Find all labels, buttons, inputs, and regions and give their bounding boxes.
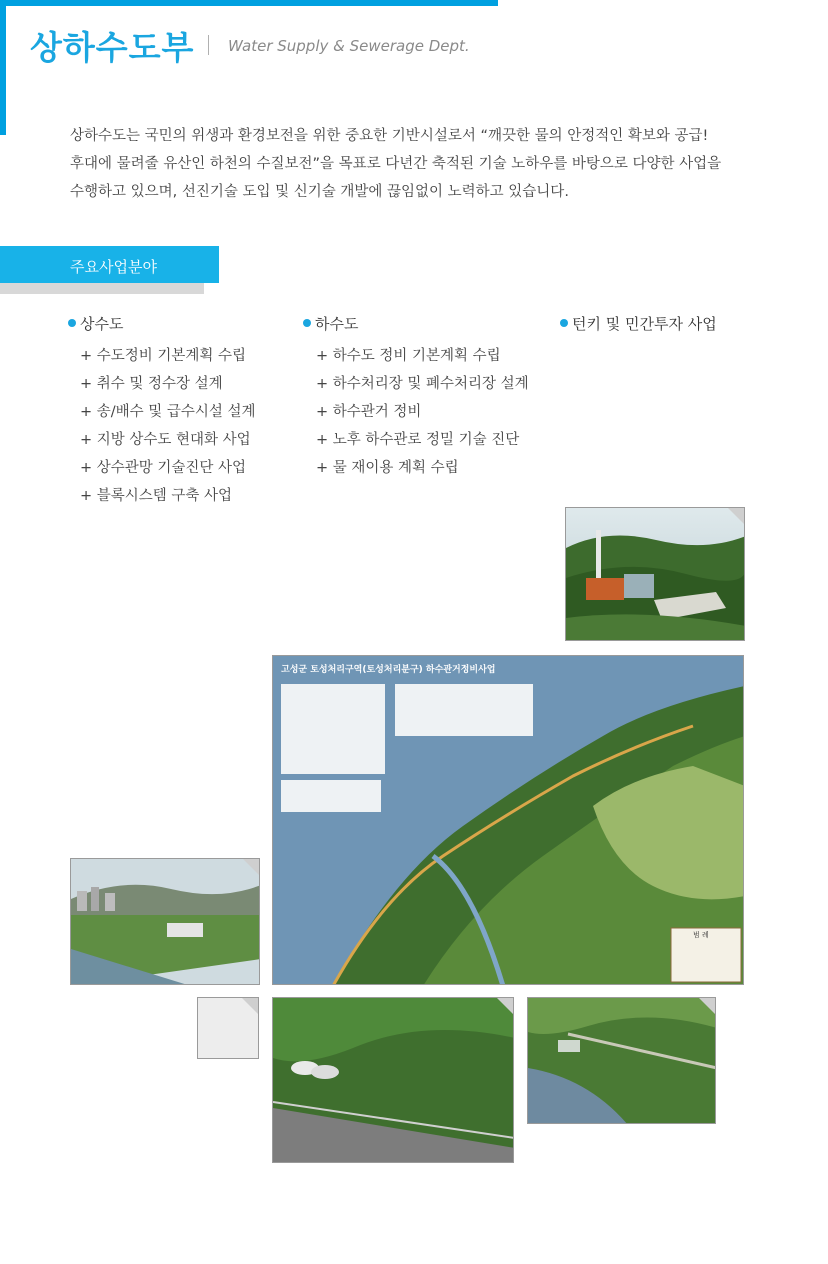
- map-image: [273, 656, 744, 985]
- list-item: + 블록시스템 구축 사업: [80, 488, 233, 504]
- list-item: + 취수 및 정수장 설계: [80, 376, 223, 392]
- list-item: + 노후 하수관로 정밀 기술 진단: [316, 432, 520, 448]
- image-placeholder: [197, 997, 259, 1059]
- top-accent-bar: [0, 0, 498, 6]
- riverside-image: [71, 859, 260, 985]
- bullet-dot: [303, 319, 311, 327]
- valley-image: [528, 998, 716, 1124]
- intro-line: 상하수도는 국민의 위생과 환경보전을 위한 중요한 기반시설로서 “깨끗한 물의 안정적인 확보와 공급!: [70, 128, 709, 144]
- title-divider: [208, 35, 209, 55]
- left-accent-bar: [0, 0, 6, 135]
- sewerage-list: [316, 342, 529, 482]
- page-title: 상하수도부: [30, 28, 195, 67]
- column-heading-water-supply: 상수도: [68, 313, 123, 334]
- photo-valley-site: [527, 997, 716, 1124]
- intro-paragraph: [70, 122, 770, 206]
- bullet-dot: [68, 319, 76, 327]
- intro-line: 후대에 물려줄 유산인 하천의 수질보전”을 목표로 다년간 축적된 기술 노하우를 바탕으로 다양한 사업을: [70, 156, 722, 172]
- intro-line: 수행하고 있으며, 선진기술 도입 및 신기술 개발에 끊임없이 노력하고 있습니다.: [70, 184, 569, 200]
- map-legend-title: 범 례: [693, 931, 709, 939]
- page-subtitle: Water Supply & Sewerage Dept.: [228, 37, 470, 55]
- list-item: + 지방 상수도 현대화 사업: [80, 432, 251, 448]
- map-title: 고성군 토성처리구역(토성처리분구) 하수관거정비사업: [281, 665, 496, 675]
- photo-treatment-plant: [565, 507, 745, 641]
- tanks-image: [273, 998, 514, 1163]
- photo-riverside: [70, 858, 260, 985]
- column-heading-sewerage: 하수도: [303, 313, 358, 334]
- list-item: + 하수도 정비 기본계획 수립: [316, 348, 501, 364]
- column-heading-turnkey: 턴키 및 민간투자 사업: [560, 313, 717, 334]
- section-header-shadow: [0, 282, 204, 294]
- list-item: + 송/배수 및 급수시설 설계: [80, 404, 256, 420]
- list-item: + 하수처리장 및 폐수처리장 설계: [316, 376, 529, 392]
- bullet-dot: [560, 319, 568, 327]
- treatment-plant-image: [566, 508, 745, 641]
- list-item: + 물 재이용 계획 수립: [316, 460, 459, 476]
- section-title: 주요사업분야: [70, 258, 157, 276]
- water-supply-list: [80, 342, 256, 510]
- list-item: + 상수관망 기술진단 사업: [80, 460, 247, 476]
- sewer-project-map: [272, 655, 744, 985]
- list-item: + 하수관거 정비: [316, 404, 422, 420]
- list-item: + 수도정비 기본계획 수립: [80, 348, 247, 364]
- photo-storage-tanks: [272, 997, 514, 1163]
